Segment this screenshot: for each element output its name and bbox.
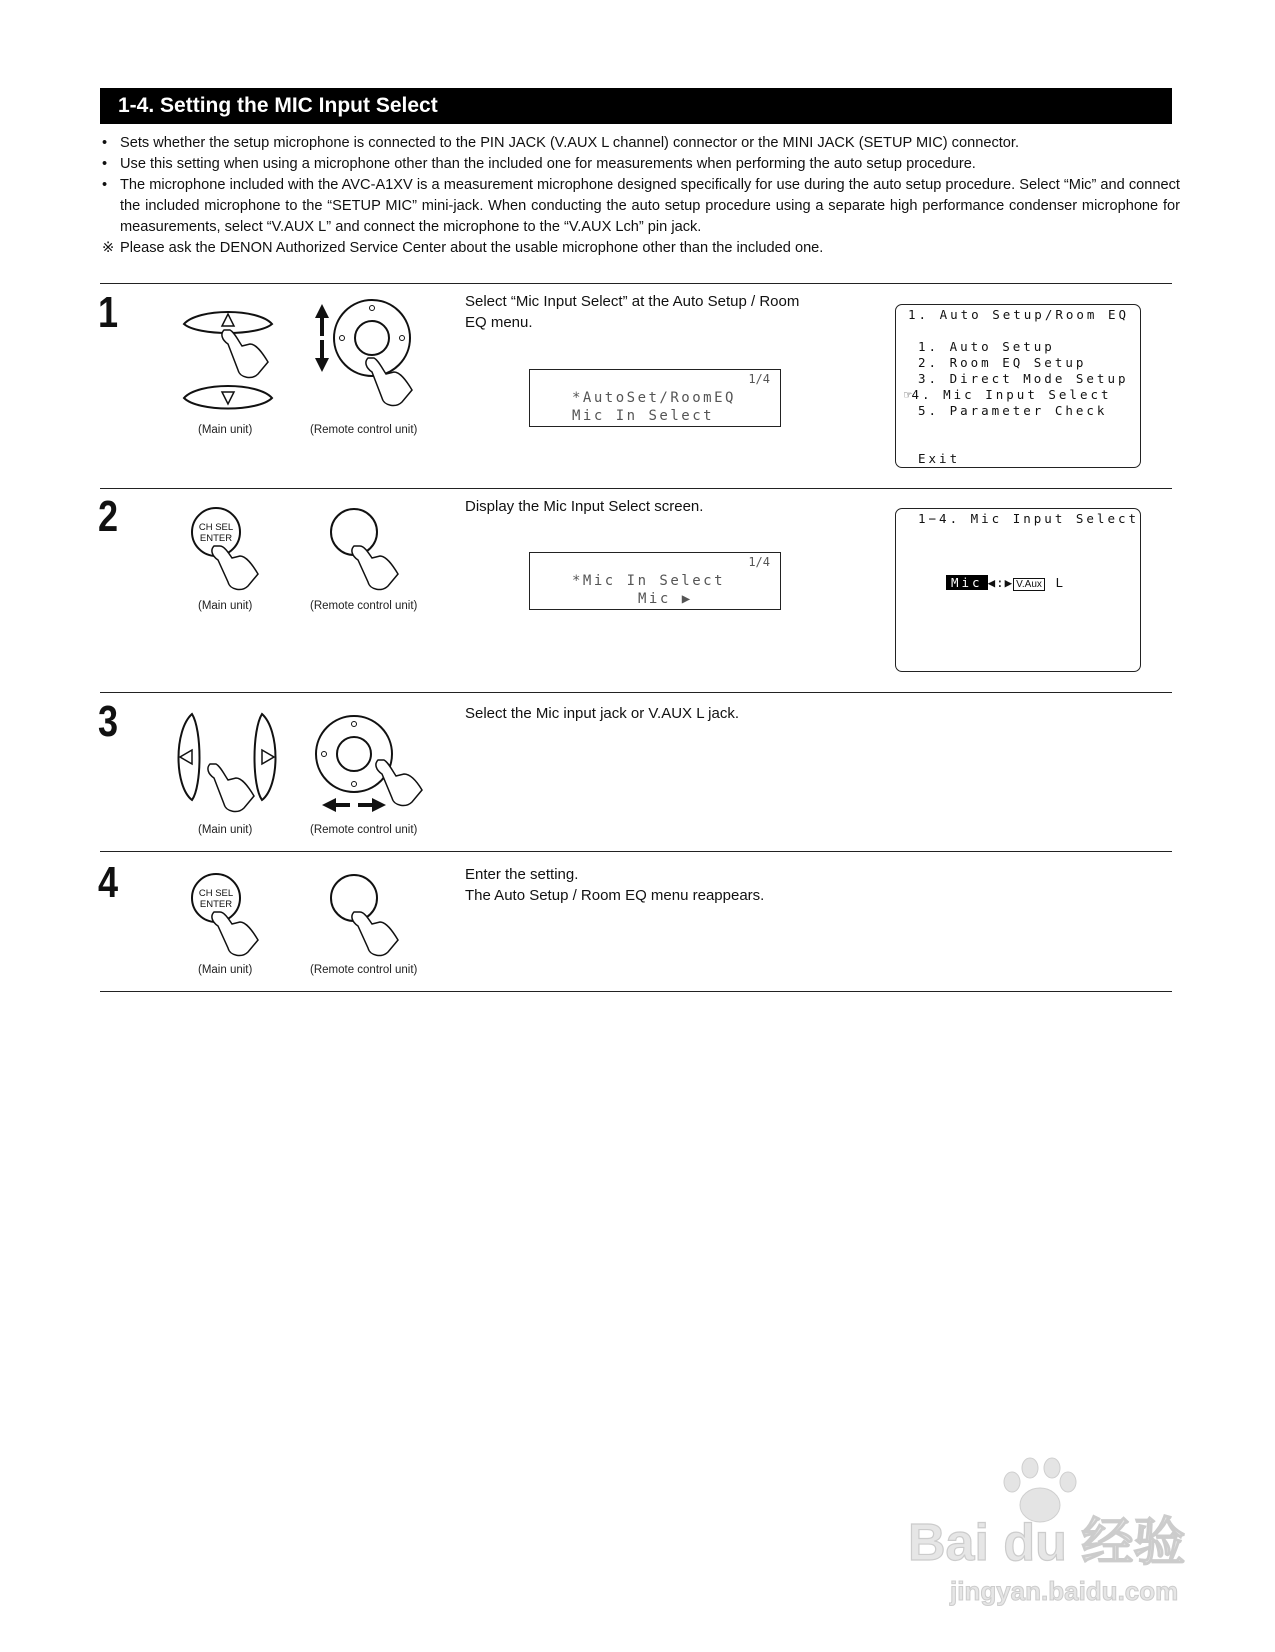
remote-dpad-center [337, 737, 371, 771]
watermark-brand: Bai du 经验 [908, 1514, 1186, 1572]
main-unit-caption: (Main unit) [198, 600, 253, 612]
bullet-dot: • [102, 177, 108, 193]
instruction-line: EQ menu. [465, 314, 533, 331]
osd-option-vaux: V.Aux [1013, 578, 1045, 591]
divider [100, 851, 1172, 852]
instruction-line: Enter the setting. [465, 866, 579, 883]
main-unit-enter-button-figure [186, 500, 276, 592]
osd-menu-item: 5. Parameter Check [918, 403, 1108, 418]
arrow-right-icon [358, 798, 386, 812]
remote-left-right-figure [308, 708, 428, 818]
main-unit-caption: (Main unit) [198, 964, 253, 976]
osd-menu-item: 2. Room EQ Setup [918, 355, 1087, 370]
step-instruction [465, 864, 865, 906]
arrow-up-icon [315, 304, 329, 336]
button-label-line-1: CH SEL [198, 888, 234, 899]
step-instruction [465, 291, 865, 333]
instruction-line: The Auto Setup / Room EQ menu reappears. [465, 887, 765, 904]
main-unit-caption: (Main unit) [198, 824, 253, 836]
intro-bullets [100, 133, 1180, 259]
note-text: Please ask the DENON Authorized Service Center about the usable microphone other than the included one. [120, 240, 824, 256]
osd-title: 1. Auto Setup/Room EQ [908, 307, 1130, 322]
main-unit-enter-button-figure [186, 866, 276, 958]
divider [100, 991, 1172, 992]
button-label-line-2: ENTER [199, 899, 233, 910]
right-button [255, 714, 276, 800]
bullet-item [100, 133, 1180, 154]
osd-title: 1−4. Mic Input Select [918, 511, 1140, 526]
remote-caption: (Remote control unit) [310, 424, 418, 436]
lcd-page-tag: 1/4 [748, 555, 770, 569]
button-label-line-2: ENTER [199, 533, 233, 544]
instruction-line: Select “Mic Input Select” at the Auto Setup / Room [465, 293, 800, 310]
osd-menu-item-selected: 4. Mic Input Select [911, 387, 1112, 402]
bullet-text: Sets whether the setup microphone is connected to the PIN JACK (V.AUX L channel) connector or the MINI JACK (SETUP MIC) connector. [120, 135, 1020, 151]
instruction-line: Display the Mic Input Select screen. [465, 498, 704, 515]
front-display-lcd [529, 552, 781, 610]
section-title: 1-4. Setting the MIC Input Select [100, 88, 1172, 124]
bullet-dot: • [102, 156, 108, 172]
remote-dpad-center [355, 321, 389, 355]
bullet-dot: • [102, 135, 108, 151]
hand-icon [352, 912, 398, 955]
osd-exit: Exit [918, 451, 961, 466]
baidu-watermark-logo [900, 1450, 1200, 1620]
remote-caption: (Remote control unit) [310, 964, 418, 976]
bullet-text: The microphone included with the AVC-A1XV is a measurement microphone designed specifically for use during the auto setup procedure. Select “Mic” and connect the included microphone to the “SETUP MIC” mini-jack. When conducting the auto setup procedure using a separate high performance condenser microphone for measurements, select “V.AUX L” and connect the microphone to the “V.AUX Lch” pin jack. [120, 177, 1180, 235]
remote-caption: (Remote control unit) [310, 824, 418, 836]
step-number: 3 [98, 697, 119, 746]
onscreen-menu [895, 508, 1141, 672]
hand-icon [208, 764, 254, 811]
onscreen-menu [895, 304, 1141, 468]
divider [100, 692, 1172, 693]
divider [100, 283, 1172, 284]
main-unit-left-right-buttons-figure [168, 710, 286, 818]
osd-cursor-row [904, 387, 1112, 402]
note-item [100, 238, 1180, 259]
remote-caption: (Remote control unit) [310, 600, 418, 612]
hand-icon [222, 330, 268, 377]
lcd-line-1: *Mic In Select [572, 573, 726, 589]
main-unit-up-down-buttons-figure [178, 300, 278, 422]
remote-up-down-figure [312, 296, 424, 418]
osd-menu-item: 1. Auto Setup [918, 339, 1055, 354]
remote-enter-button-figure [326, 500, 416, 592]
watermark-url: jingyan.baidu.com [950, 1576, 1179, 1606]
hand-icon [212, 546, 258, 589]
lcd-line-2: Mic ▶ [638, 591, 693, 607]
main-unit-caption: (Main unit) [198, 424, 253, 436]
pointing-hand-icon: ☞ [904, 387, 912, 402]
arrow-down-icon [315, 340, 329, 372]
step-number: 1 [98, 288, 119, 337]
osd-menu-item: 3. Direct Mode Setup [918, 371, 1129, 386]
remote-enter-button-figure [326, 866, 416, 958]
left-button [179, 714, 200, 800]
osd-option-row [946, 575, 1066, 590]
hand-icon [376, 760, 422, 805]
front-display-lcd [529, 369, 781, 427]
bullet-text: Use this setting when using a microphone other than the included one for measurements when performing the auto setup procedure. [120, 156, 976, 172]
lcd-page-tag: 1/4 [748, 372, 770, 386]
lcd-line-2: Mic In Select [572, 408, 715, 424]
button-label-line-1: CH SEL [198, 522, 234, 533]
step-number: 4 [98, 858, 119, 907]
osd-option-suffix: L [1055, 575, 1066, 590]
bullet-item [100, 175, 1180, 238]
divider [100, 488, 1172, 489]
bullet-item [100, 154, 1180, 175]
paw-icon [1004, 1458, 1076, 1522]
instruction-line: Select the Mic input jack or V.AUX L jack. [465, 705, 740, 722]
hand-icon [352, 546, 398, 589]
lcd-line-1: *AutoSet/RoomEQ [572, 390, 736, 406]
hand-icon [212, 912, 258, 955]
arrow-left-icon [322, 798, 350, 812]
osd-selected-option: Mic [946, 575, 988, 590]
step-number: 2 [98, 492, 119, 541]
left-right-arrow-icon: ◀:▶ [987, 575, 1014, 590]
step-instruction [465, 496, 865, 517]
note-mark: ※ [102, 240, 115, 256]
step-instruction [465, 703, 865, 724]
